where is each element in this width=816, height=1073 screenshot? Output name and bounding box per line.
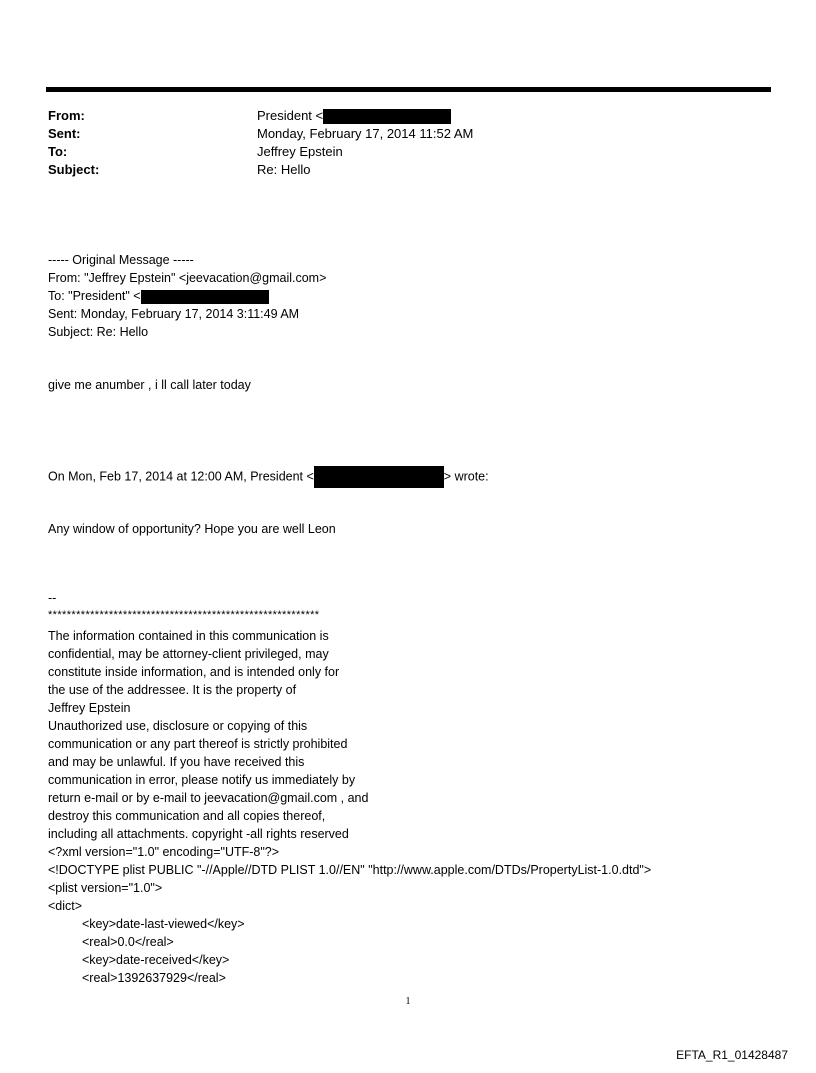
xml-indented-line: <key>date-received</key>	[82, 953, 230, 967]
xml-line: <!DOCTYPE plist PUBLIC "-//Apple//DTD PLIST 1.0//EN" "http://www.apple.com/DTDs/PropertyList-1.0.dtd">	[48, 863, 652, 877]
sent-label: Sent:	[48, 126, 81, 141]
disclaimer-line: and may be unlawful. If you have received this	[48, 755, 305, 769]
disclaimer-line: confidential, may be attorney-client privileged, may	[48, 647, 329, 661]
disclaimer-line: communication in error, please notify us immediately by	[48, 773, 356, 787]
xml-indented-line: <key>date-last-viewed</key>	[82, 917, 245, 931]
original-to	[48, 287, 269, 305]
to-value: Jeffrey Epstein	[257, 144, 343, 159]
from-label: From:	[48, 108, 85, 123]
quote-text: Any window of opportunity? Hope you are well Leon	[48, 522, 336, 536]
xml-indented-line: <real>0.0</real>	[82, 935, 174, 949]
original-divider: ----- Original Message -----	[48, 253, 194, 267]
disclaimer-line: destroy this communication and all copies thereof,	[48, 809, 326, 823]
original-to-text: To: "President" <	[48, 289, 141, 303]
redaction-bar	[323, 109, 451, 124]
disclaimer-line: communication or any part thereof is strictly prohibited	[48, 737, 348, 751]
xml-indented-line: <real>1392637929</real>	[82, 971, 226, 985]
page-number: 1	[405, 996, 411, 1007]
from-value-text: President <	[257, 108, 324, 123]
to-label: To:	[48, 144, 68, 159]
from-value	[257, 107, 451, 125]
disclaimer-line: Unauthorized use, disclosure or copying of this	[48, 719, 308, 733]
redaction-bar	[314, 466, 444, 488]
quote-intro-prefix: On Mon, Feb 17, 2014 at 12:00 AM, President <	[48, 469, 314, 484]
disclaimer-line: constitute inside information, and is intended only for	[48, 665, 340, 679]
original-sent: Sent: Monday, February 17, 2014 3:11:49 AM	[48, 307, 300, 321]
reply-text: give me anumber , i ll call later today	[48, 378, 251, 392]
subject-value: Re: Hello	[257, 162, 311, 177]
disclaimer-line: the use of the addressee. It is the property of	[48, 683, 297, 697]
header-rule	[46, 87, 771, 92]
sent-value: Monday, February 17, 2014 11:52 AM	[257, 126, 474, 141]
signature-dash: --	[48, 591, 57, 605]
quote-intro	[48, 466, 489, 488]
xml-line: <plist version="1.0">	[48, 881, 163, 895]
original-subject: Subject: Re: Hello	[48, 325, 149, 339]
subject-label: Subject:	[48, 162, 100, 177]
redaction-bar	[141, 290, 269, 304]
document-id: EFTA_R1_01428487	[676, 1048, 788, 1062]
original-from: From: "Jeffrey Epstein" <jeevacation@gmail.com>	[48, 271, 327, 285]
disclaimer-line: including all attachments. copyright -all rights reserved	[48, 827, 349, 841]
xml-line: <?xml version="1.0" encoding="UTF-8"?>	[48, 845, 280, 859]
xml-line: <dict>	[48, 899, 83, 913]
disclaimer-line: Jeffrey Epstein	[48, 701, 131, 715]
quote-intro-suffix: > wrote:	[443, 469, 489, 484]
signature-stars: **********************************************************	[48, 609, 320, 621]
disclaimer-line: The information contained in this communication is	[48, 629, 329, 643]
disclaimer-line: return e-mail or by e-mail to jeevacation@gmail.com , and	[48, 791, 369, 805]
